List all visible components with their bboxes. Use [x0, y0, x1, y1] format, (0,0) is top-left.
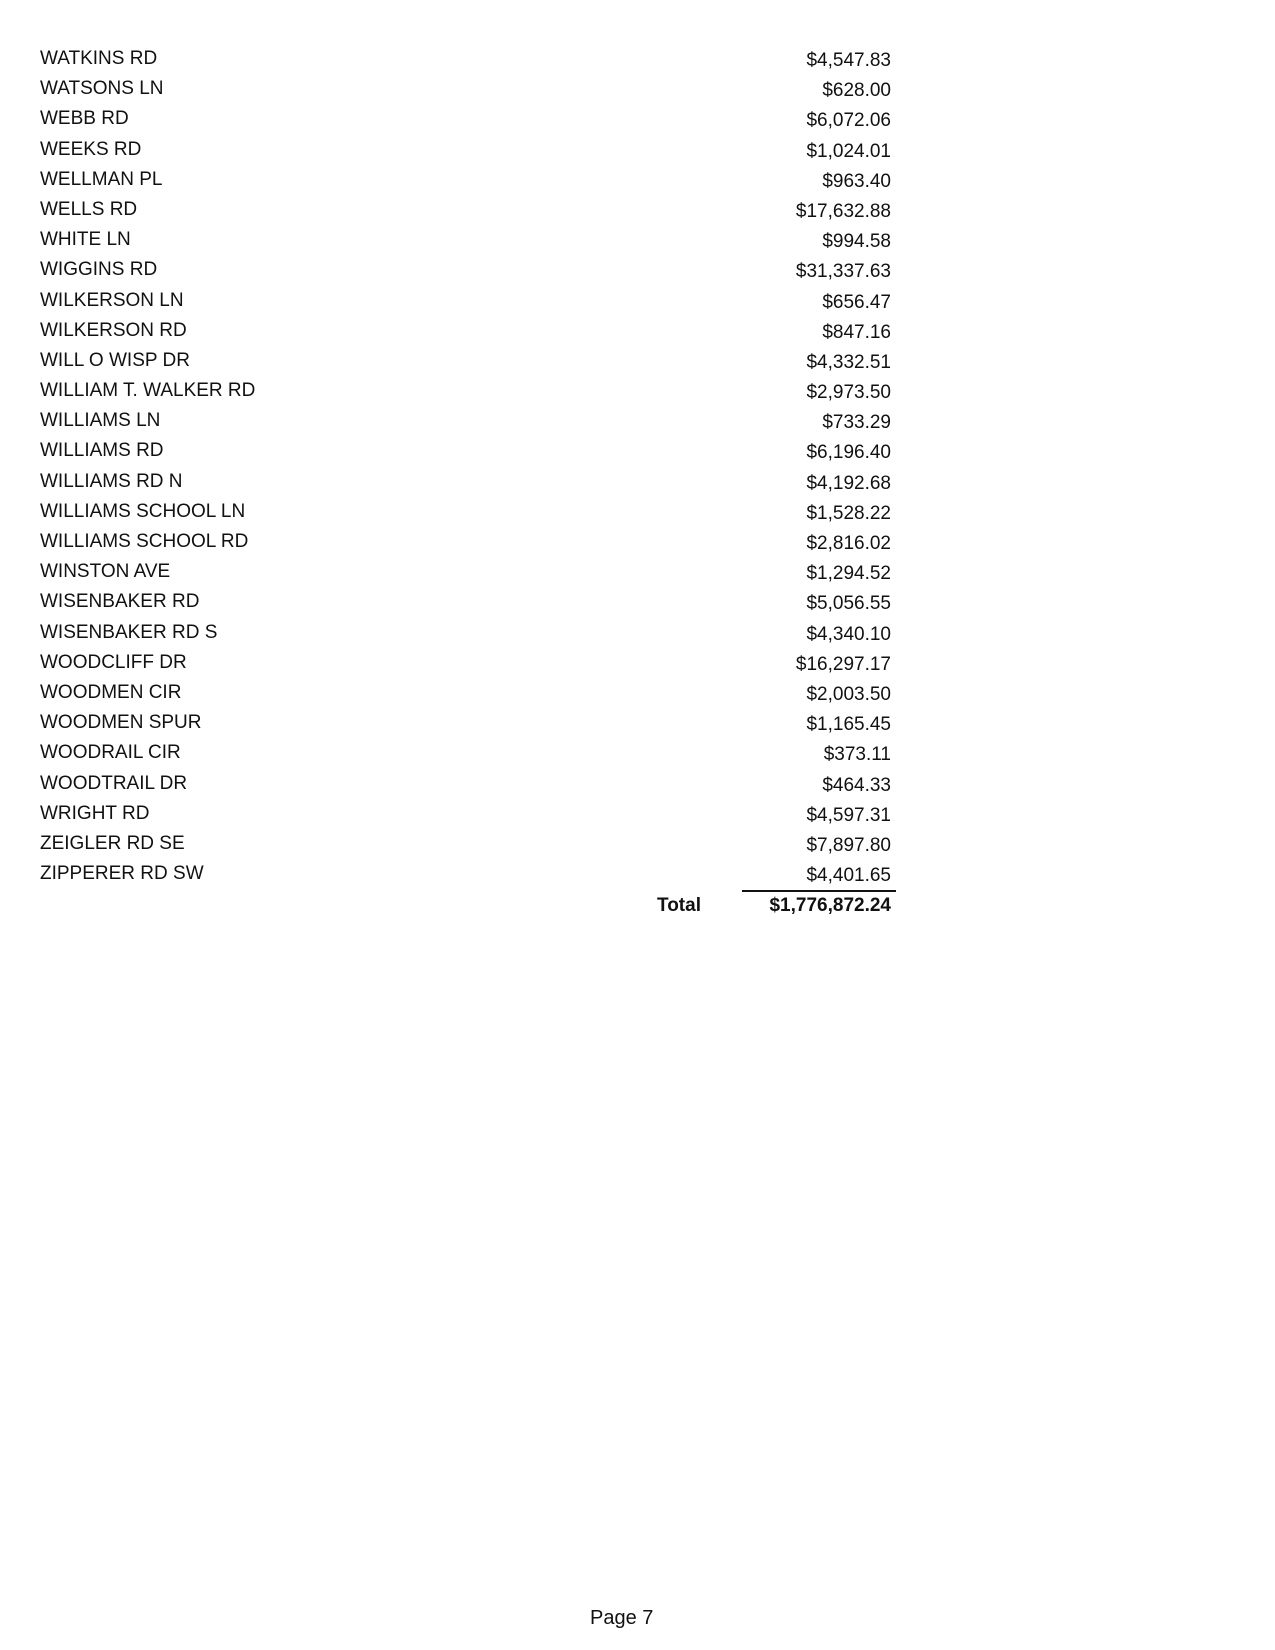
table-row — [0, 319, 1275, 349]
table-row — [0, 138, 1275, 168]
street-name: WHITE LN — [40, 229, 131, 251]
street-name: WATKINS RD — [40, 48, 158, 69]
amount: $4,340.10 — [806, 623, 891, 645]
table-row — [0, 500, 1275, 530]
amount: $17,632.88 — [795, 200, 891, 222]
street-name: WINSTON AVE — [40, 561, 171, 583]
table-row — [0, 228, 1275, 258]
table-row — [0, 772, 1275, 802]
table-row — [0, 349, 1275, 379]
amount: $16,297.17 — [795, 653, 891, 675]
amount: $4,192.68 — [806, 472, 891, 494]
table-row — [0, 198, 1275, 228]
street-amount-list — [0, 47, 1275, 892]
table-row — [0, 832, 1275, 862]
street-name: WILL O WISP DR — [40, 349, 190, 371]
table-row — [0, 289, 1275, 319]
street-name: WISENBAKER RD — [40, 591, 200, 613]
amount: $4,332.51 — [806, 351, 891, 373]
amount: $6,072.06 — [806, 110, 891, 132]
amount: $7,897.80 — [806, 834, 891, 856]
page-number: Page 7 — [590, 1607, 654, 1629]
table-row — [0, 802, 1275, 832]
street-name: WOODRAIL CIR — [40, 742, 181, 764]
amount: $1,165.45 — [806, 714, 891, 736]
street-name: WILLIAMS RD — [40, 440, 164, 462]
table-row — [0, 258, 1275, 288]
total-amount: $1,776,872.24 — [769, 895, 891, 916]
street-name: WILKERSON RD — [40, 319, 187, 341]
amount: $656.47 — [822, 291, 891, 313]
street-name: WILLIAMS LN — [40, 410, 161, 432]
street-name: WILLIAMS SCHOOL LN — [40, 500, 246, 522]
table-row — [0, 379, 1275, 409]
amount: $1,294.52 — [806, 563, 891, 585]
amount: $1,024.01 — [806, 140, 891, 162]
amount: $373.11 — [823, 744, 891, 766]
table-row — [0, 621, 1275, 651]
street-name: WOODMEN SPUR — [40, 712, 202, 734]
table-row — [0, 590, 1275, 620]
street-name: ZEIGLER RD SE — [40, 832, 185, 854]
table-row — [0, 560, 1275, 590]
street-name: WEBB RD — [40, 108, 129, 130]
table-row — [0, 470, 1275, 500]
street-name: WELLMAN PL — [40, 168, 163, 190]
total-label: Total — [657, 895, 701, 916]
amount: $4,597.31 — [806, 804, 891, 826]
street-name: WOODMEN CIR — [40, 681, 182, 703]
table-row — [0, 681, 1275, 711]
street-name: WIGGINS RD — [40, 259, 158, 281]
total-row — [0, 890, 1275, 920]
street-name: WEEKS RD — [40, 138, 142, 160]
table-row — [0, 107, 1275, 137]
amount: $733.29 — [822, 412, 891, 434]
amount: $5,056.55 — [806, 593, 891, 615]
table-row — [0, 77, 1275, 107]
street-name: WRIGHT RD — [40, 802, 150, 824]
amount: $2,003.50 — [806, 683, 891, 705]
table-row — [0, 530, 1275, 560]
amount: $1,528.22 — [806, 502, 891, 524]
table-row — [0, 741, 1275, 771]
amount: $4,401.65 — [806, 865, 891, 887]
street-name: WILLIAMS SCHOOL RD — [40, 531, 249, 552]
street-name: ZIPPERER RD SW — [40, 863, 204, 885]
amount: $2,816.02 — [806, 533, 891, 554]
table-row — [0, 651, 1275, 681]
amount: $994.58 — [822, 231, 891, 253]
street-name: WOODCLIFF DR — [40, 651, 187, 673]
amount: $31,337.63 — [795, 261, 891, 283]
total-divider — [742, 890, 896, 892]
table-row — [0, 168, 1275, 198]
street-name: WELLS RD — [40, 198, 138, 220]
table-row — [0, 47, 1275, 77]
table-row — [0, 409, 1275, 439]
table-row — [0, 862, 1275, 892]
amount: $464.33 — [822, 774, 891, 796]
street-name: WISENBAKER RD S — [40, 621, 218, 643]
amount: $628.00 — [822, 80, 891, 102]
table-row — [0, 439, 1275, 469]
amount: $963.40 — [822, 170, 891, 192]
street-name: WATSONS LN — [40, 78, 164, 100]
street-name: WILKERSON LN — [40, 289, 184, 311]
street-name: WILLIAMS RD N — [40, 470, 183, 492]
amount: $2,973.50 — [806, 382, 891, 404]
amount: $6,196.40 — [806, 442, 891, 464]
street-name: WILLIAM T. WALKER RD — [40, 380, 256, 402]
street-name: WOODTRAIL DR — [40, 772, 188, 794]
table-row — [0, 711, 1275, 741]
amount: $4,547.83 — [806, 50, 891, 71]
amount: $847.16 — [822, 321, 891, 343]
